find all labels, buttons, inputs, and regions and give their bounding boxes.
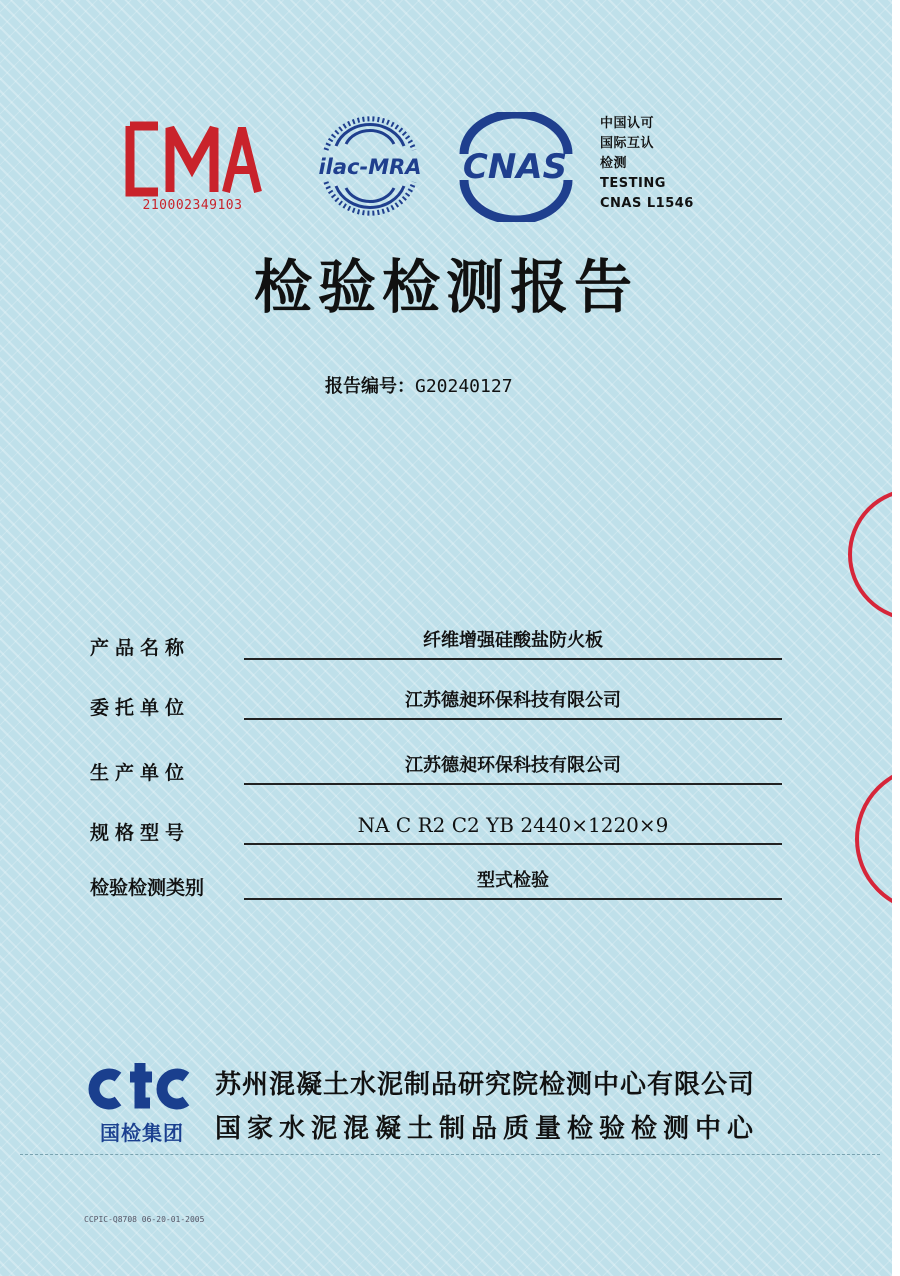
form-code: CCPIC-Q8708 06-20-01-2005 <box>84 1215 205 1224</box>
field-value: NA C R2 C2 YB 2440×1220×9 <box>357 813 669 837</box>
field-underline <box>244 658 782 660</box>
field-underline <box>244 783 782 785</box>
cnas-accreditation-text <box>600 114 720 214</box>
field-label: 产品名称 <box>90 637 191 659</box>
field-label: 规格型号 <box>90 822 191 844</box>
divider <box>20 1154 880 1155</box>
field-label: 生产单位 <box>90 762 191 784</box>
organization-name-1: 苏州混凝土水泥制品研究院检测中心有限公司 <box>215 1070 756 1100</box>
field-value: 型式检验 <box>477 870 549 891</box>
field-manufacturer <box>90 745 790 785</box>
red-seal-stamp <box>848 488 892 621</box>
cnas-logo <box>448 112 583 222</box>
field-underline <box>244 718 782 720</box>
page-edge <box>892 0 900 1276</box>
field-client <box>90 680 790 720</box>
field-label: 委托单位 <box>90 697 191 719</box>
cnas-mark-text: CNAS <box>462 147 568 187</box>
ctc-logo <box>82 1055 202 1150</box>
cnas-info-line: 检测 <box>600 156 628 171</box>
report-number-label: 报告编号： <box>325 376 415 397</box>
ctc-mark-text: ctc <box>141 1095 143 1096</box>
document-title: 检验检测报告 <box>253 253 638 321</box>
field-label: 检验检测类别 <box>90 877 205 899</box>
field-value: 江苏德昶环保科技有限公司 <box>405 690 621 711</box>
field-specification <box>90 805 790 845</box>
cnas-info-line: 中国认可 <box>600 116 655 131</box>
cma-logo <box>120 120 265 220</box>
cma-number: 210002349103 <box>142 198 243 213</box>
field-underline <box>244 898 782 900</box>
field-value: 纤维增强硅酸盐防火板 <box>423 630 603 651</box>
cma-mark-icon <box>120 120 265 198</box>
report-number <box>325 372 513 398</box>
field-product-name <box>90 620 790 660</box>
ilac-mark-text: ilac-MRA <box>318 155 422 179</box>
field-underline <box>244 843 782 845</box>
field-inspection-type <box>90 860 790 900</box>
organization-name-2: 国家水泥混凝土制品质量检验检测中心 <box>215 1114 760 1144</box>
cnas-info-line: TESTING <box>600 176 666 191</box>
ctc-mark-icon <box>82 1055 202 1115</box>
ilac-mra-logo <box>312 110 428 222</box>
cnas-info-line: 国际互认 <box>600 136 655 151</box>
cma-mark-text: CMA <box>192 164 195 165</box>
field-value: 江苏德昶环保科技有限公司 <box>405 755 621 776</box>
red-seal-stamp <box>855 765 892 913</box>
ctc-name: 国检集团 <box>100 1121 184 1145</box>
cnas-info-line: CNAS L1546 <box>600 196 694 211</box>
report-number-value: G20240127 <box>415 376 513 397</box>
